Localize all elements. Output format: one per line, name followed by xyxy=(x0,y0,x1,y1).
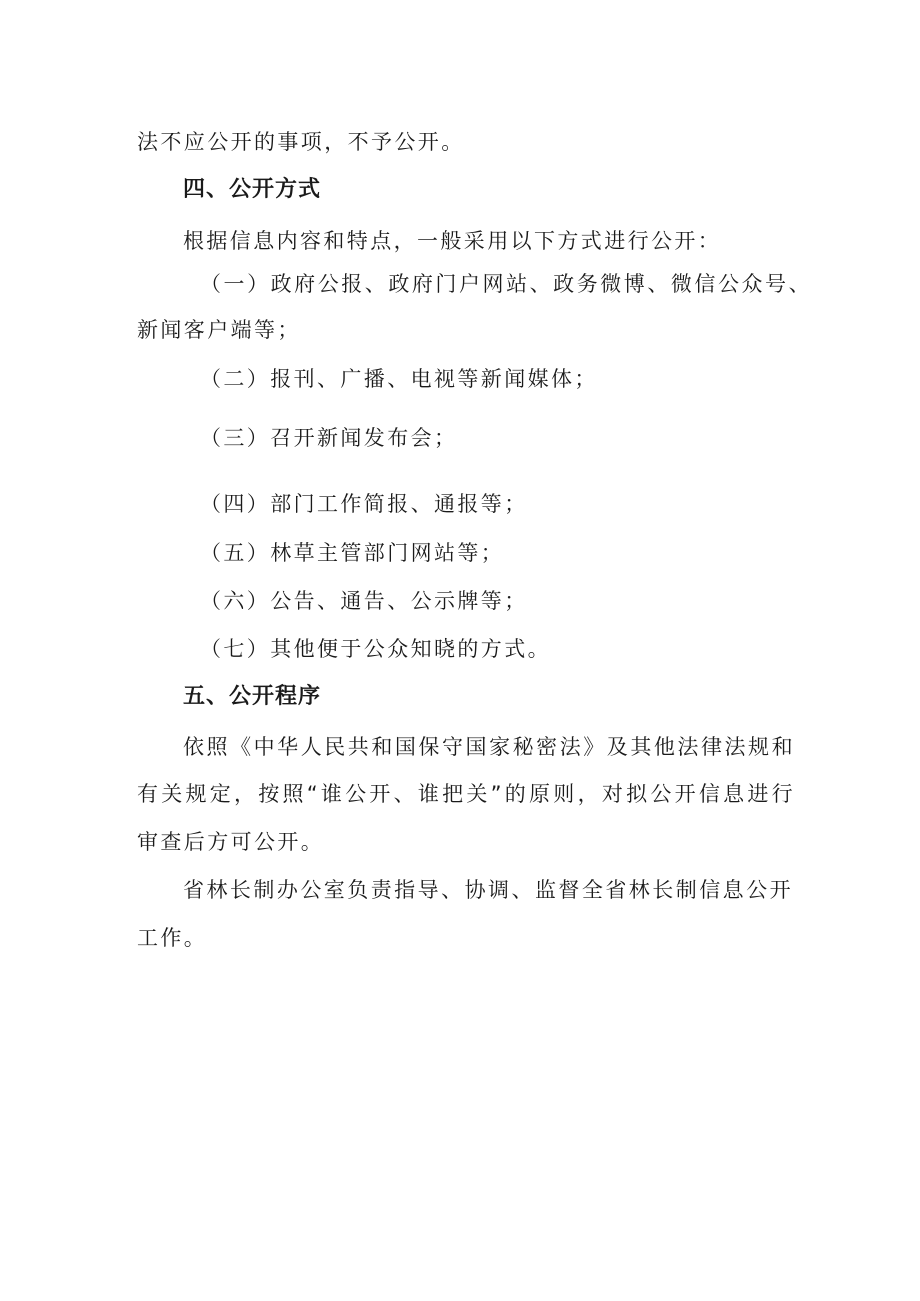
list-item-continuation: 新闻客户端等； xyxy=(137,318,301,342)
paragraph-line: 根据信息内容和特点，一般采用以下方式进行公开： xyxy=(183,229,722,253)
section-heading-procedure: 五、公开程序 xyxy=(183,684,322,709)
paragraph-line: 有关规定，按照“谁公开、谁把关”的原则，对拟公开信息进行 xyxy=(137,782,795,806)
paragraph-line: 工作。 xyxy=(137,926,208,950)
list-item: （四）部门工作简报、通报等； xyxy=(200,492,528,516)
list-item: （七）其他便于公众知晓的方式。 xyxy=(200,637,551,661)
list-item: （五）林草主管部门网站等； xyxy=(200,541,505,565)
paragraph-line: 省林长制办公室负责指导、协调、监督全省林长制信息公开 xyxy=(183,878,793,902)
list-item: （一）政府公报、政府门户网站、政务微博、微信公众号、 xyxy=(200,272,812,296)
paragraph-line: 法不应公开的事项，不予公开。 xyxy=(137,130,465,154)
paragraph-line: 依照《中华人民共和国保守国家秘密法》及其他法律法规和 xyxy=(183,735,795,759)
list-item: （六）公告、通告、公示牌等； xyxy=(200,589,528,613)
list-item: （二）报刊、广播、电视等新闻媒体； xyxy=(200,367,598,391)
section-heading-methods: 四、公开方式 xyxy=(183,177,322,202)
paragraph-line: 审查后方可公开。 xyxy=(137,830,325,854)
list-item: （三）召开新闻发布会； xyxy=(200,426,458,450)
